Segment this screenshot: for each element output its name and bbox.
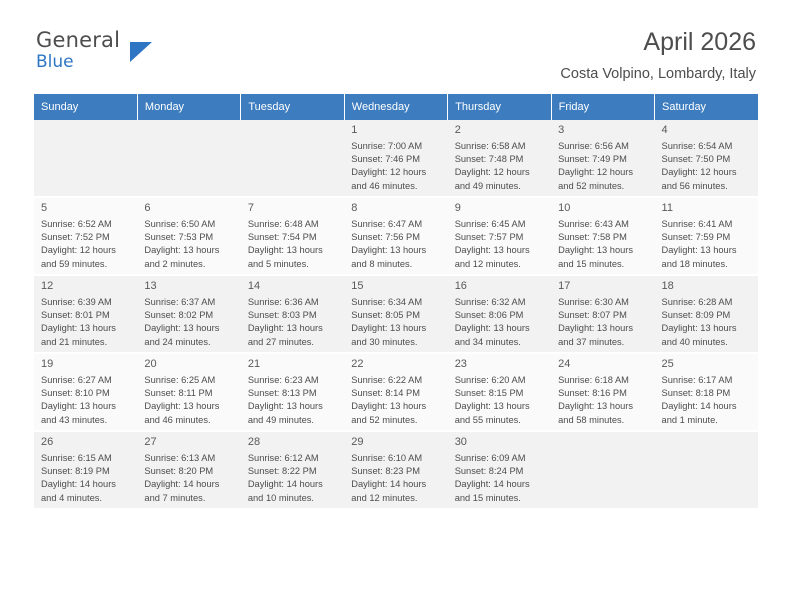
calendar-day-cell [34, 431, 137, 509]
day-cell-content [241, 432, 344, 505]
day-cell-content [655, 276, 758, 349]
day-sunrise-text: Sunrise: 6:12 AM [247, 453, 319, 463]
day-daylight-text: and 43 minutes. [41, 414, 108, 425]
day-sunset-text: Sunset: 8:16 PM [558, 388, 627, 399]
day-number: 30 [454, 436, 467, 448]
day-daylight-text: Daylight: 13 hours [247, 323, 323, 334]
calendar-day-cell [448, 431, 551, 509]
day-sun-info [455, 452, 544, 505]
calendar-day-cell [551, 197, 654, 275]
day-sun-info [662, 296, 751, 349]
day-sun-info [558, 218, 647, 271]
day-cell-content [34, 198, 137, 271]
calendar-day-cell [344, 353, 447, 431]
day-daylight-text: and 46 minutes. [144, 414, 211, 425]
sunrise-sunset-calendar [34, 94, 758, 510]
day-sun-info [558, 374, 647, 427]
calendar-cell-empty [655, 431, 758, 509]
calendar-cell-empty [241, 120, 344, 197]
day-sunset-text: Sunset: 8:01 PM [41, 310, 110, 321]
day-daylight-text: and 4 minutes. [41, 492, 102, 503]
day-sunrise-text: Sunrise: 6:32 AM [454, 297, 526, 307]
day-sunset-text: Sunset: 8:15 PM [454, 388, 524, 399]
day-number: 22 [351, 358, 364, 370]
day-sunset-text: Sunset: 7:49 PM [558, 154, 627, 165]
day-sunset-text: Sunset: 8:22 PM [247, 466, 317, 477]
day-sun-info [455, 140, 544, 193]
weekday-header-saturday: Saturday [655, 94, 758, 120]
day-sun-info [144, 296, 233, 349]
day-number: 6 [144, 202, 151, 214]
day-sunrise-text: Sunrise: 6:09 AM [454, 453, 526, 463]
day-daylight-text: and 18 minutes. [661, 258, 728, 269]
day-sunrise-text: Sunrise: 6:18 AM [558, 375, 629, 385]
day-daylight-text: Daylight: 13 hours [454, 401, 530, 412]
weekday-header-tuesday: Tuesday [241, 94, 344, 120]
day-sunrise-text: Sunrise: 6:47 AM [351, 219, 423, 229]
day-daylight-text: and 7 minutes. [144, 492, 206, 503]
calendar-day-cell [241, 431, 344, 509]
day-sun-info [144, 374, 233, 427]
day-sunrise-text: Sunrise: 6:52 AM [41, 219, 112, 229]
day-sunset-text: Sunset: 8:20 PM [144, 466, 214, 477]
day-sunrise-text: Sunrise: 6:27 AM [41, 375, 112, 385]
calendar-day-cell [241, 197, 344, 275]
calendar-cell-empty [34, 120, 137, 197]
day-sunset-text: Sunset: 8:13 PM [247, 388, 317, 399]
day-number: 4 [661, 124, 668, 136]
day-sunrise-text: Sunrise: 7:00 AM [351, 141, 423, 151]
day-sun-info [351, 296, 440, 349]
day-daylight-text: Daylight: 12 hours [41, 245, 116, 256]
general-blue-logo [36, 30, 120, 71]
calendar-cell-empty [551, 431, 654, 509]
calendar-day-cell [448, 197, 551, 275]
calendar-day-cell [34, 275, 137, 353]
day-daylight-text: and 21 minutes. [41, 336, 108, 347]
day-sun-info [144, 218, 233, 271]
calendar-day-cell [344, 431, 447, 509]
calendar-day-cell [551, 120, 654, 197]
calendar-day-cell [241, 353, 344, 431]
day-daylight-text: Daylight: 13 hours [41, 323, 116, 334]
day-cell-content [137, 198, 240, 271]
day-cell-content [655, 120, 758, 193]
day-daylight-text: Daylight: 13 hours [661, 323, 737, 334]
day-sunset-text: Sunset: 7:59 PM [661, 232, 731, 243]
calendar-cell-empty [137, 120, 240, 197]
day-number: 13 [144, 280, 157, 292]
day-cell-content [137, 276, 240, 349]
calendar-week-row [34, 275, 758, 353]
day-sunset-text: Sunset: 7:58 PM [558, 232, 627, 243]
calendar-day-cell [241, 275, 344, 353]
day-number: 18 [661, 280, 674, 292]
day-cell-content [655, 354, 758, 427]
day-sun-info [455, 296, 544, 349]
calendar-day-cell [448, 120, 551, 197]
day-sun-info [41, 452, 130, 505]
day-sunset-text: Sunset: 8:23 PM [351, 466, 420, 477]
day-sunset-text: Sunset: 7:54 PM [247, 232, 317, 243]
day-daylight-text: Daylight: 14 hours [247, 479, 323, 490]
day-sun-info [455, 218, 544, 271]
page-header [34, 0, 758, 82]
day-sun-info [144, 452, 233, 505]
day-daylight-text: Daylight: 14 hours [454, 479, 530, 490]
day-sunrise-text: Sunrise: 6:20 AM [454, 375, 526, 385]
day-sunset-text: Sunset: 8:02 PM [144, 310, 214, 321]
day-sunrise-text: Sunrise: 6:23 AM [247, 375, 319, 385]
day-daylight-text: and 24 minutes. [144, 336, 211, 347]
day-sunrise-text: Sunrise: 6:50 AM [144, 219, 216, 229]
day-daylight-text: Daylight: 13 hours [454, 245, 530, 256]
weekday-header-monday: Monday [137, 94, 240, 120]
day-daylight-text: and 8 minutes. [351, 258, 413, 269]
day-cell-content [344, 354, 447, 427]
calendar-day-cell [655, 197, 758, 275]
day-sunrise-text: Sunrise: 6:36 AM [247, 297, 319, 307]
day-cell-content [241, 354, 344, 427]
day-daylight-text: and 10 minutes. [247, 492, 314, 503]
day-cell-content [551, 120, 654, 193]
day-number: 26 [41, 436, 54, 448]
day-cell-content [344, 120, 447, 193]
calendar-day-cell [448, 275, 551, 353]
day-daylight-text: and 55 minutes. [454, 414, 521, 425]
day-sunset-text: Sunset: 8:11 PM [144, 388, 213, 399]
day-daylight-text: and 52 minutes. [351, 414, 418, 425]
day-cell-content [448, 120, 551, 193]
calendar-day-cell [344, 197, 447, 275]
calendar-week-row [34, 197, 758, 275]
day-sun-info [41, 296, 130, 349]
day-daylight-text: and 12 minutes. [454, 258, 521, 269]
day-number: 9 [454, 202, 461, 214]
day-cell-content [137, 432, 240, 505]
day-daylight-text: and 5 minutes. [247, 258, 309, 269]
day-number: 17 [558, 280, 571, 292]
day-sunrise-text: Sunrise: 6:30 AM [558, 297, 629, 307]
day-daylight-text: Daylight: 12 hours [661, 167, 737, 178]
day-sun-info [248, 218, 337, 271]
day-sunrise-text: Sunrise: 6:48 AM [247, 219, 319, 229]
day-daylight-text: Daylight: 13 hours [661, 245, 737, 256]
location-subtitle: Costa Volpino, Lombardy, Italy [560, 66, 756, 82]
day-daylight-text: Daylight: 13 hours [144, 401, 220, 412]
day-sun-info [351, 140, 440, 193]
day-number: 20 [144, 358, 157, 370]
day-daylight-text: Daylight: 13 hours [247, 401, 323, 412]
logo-text-general: General [36, 28, 121, 52]
day-sun-info [558, 296, 647, 349]
day-sunrise-text: Sunrise: 6:15 AM [41, 453, 112, 463]
day-daylight-text: and 40 minutes. [661, 336, 728, 347]
day-cell-content [448, 276, 551, 349]
day-sunrise-text: Sunrise: 6:43 AM [558, 219, 629, 229]
day-number: 29 [351, 436, 364, 448]
day-daylight-text: Daylight: 12 hours [558, 167, 634, 178]
day-daylight-text: and 37 minutes. [558, 336, 625, 347]
day-daylight-text: Daylight: 13 hours [351, 401, 427, 412]
day-sunset-text: Sunset: 7:52 PM [41, 232, 110, 243]
day-daylight-text: and 59 minutes. [41, 258, 108, 269]
day-sunrise-text: Sunrise: 6:17 AM [661, 375, 733, 385]
day-daylight-text: and 49 minutes. [454, 180, 521, 191]
day-sun-info [351, 374, 440, 427]
day-number: 2 [454, 124, 461, 136]
day-sun-info [248, 452, 337, 505]
day-daylight-text: Daylight: 12 hours [351, 167, 427, 178]
day-daylight-text: Daylight: 13 hours [558, 323, 634, 334]
day-sunrise-text: Sunrise: 6:37 AM [144, 297, 216, 307]
page-title: April 2026 [643, 28, 756, 56]
day-sunrise-text: Sunrise: 6:39 AM [41, 297, 112, 307]
day-daylight-text: Daylight: 12 hours [454, 167, 530, 178]
day-sunset-text: Sunset: 8:19 PM [41, 466, 110, 477]
weekday-header-thursday: Thursday [448, 94, 551, 120]
day-sunrise-text: Sunrise: 6:25 AM [144, 375, 216, 385]
day-sunset-text: Sunset: 8:03 PM [247, 310, 317, 321]
day-number: 15 [351, 280, 364, 292]
day-number: 25 [661, 358, 674, 370]
day-daylight-text: Daylight: 13 hours [558, 401, 634, 412]
day-daylight-text: and 27 minutes. [247, 336, 314, 347]
day-cell-content [448, 354, 551, 427]
day-sunset-text: Sunset: 8:05 PM [351, 310, 420, 321]
day-number: 21 [247, 358, 261, 370]
day-sunset-text: Sunset: 8:09 PM [661, 310, 731, 321]
day-daylight-text: Daylight: 13 hours [144, 323, 220, 334]
day-number: 8 [351, 202, 358, 214]
day-cell-content [34, 354, 137, 427]
calendar-day-cell [551, 275, 654, 353]
weekday-header-wednesday: Wednesday [344, 94, 447, 120]
day-daylight-text: Daylight: 13 hours [144, 245, 220, 256]
day-sunrise-text: Sunrise: 6:54 AM [661, 141, 733, 151]
calendar-day-cell [655, 353, 758, 431]
day-sun-info [662, 374, 751, 427]
calendar-day-cell [137, 431, 240, 509]
day-sunset-text: Sunset: 7:46 PM [351, 154, 420, 165]
day-cell-content [551, 198, 654, 271]
day-daylight-text: Daylight: 14 hours [41, 479, 116, 490]
day-daylight-text: Daylight: 13 hours [351, 245, 427, 256]
weekday-header-sunday: Sunday [34, 94, 137, 120]
day-sun-info [248, 374, 337, 427]
day-daylight-text: Daylight: 14 hours [144, 479, 220, 490]
day-number: 23 [454, 358, 467, 370]
day-daylight-text: Daylight: 14 hours [661, 401, 737, 412]
day-daylight-text: and 34 minutes. [454, 336, 521, 347]
day-cell-content [344, 432, 447, 505]
calendar-day-cell [448, 353, 551, 431]
day-number: 14 [247, 280, 261, 292]
day-sunset-text: Sunset: 7:57 PM [454, 232, 524, 243]
day-sunrise-text: Sunrise: 6:58 AM [454, 141, 526, 151]
day-sunset-text: Sunset: 8:14 PM [351, 388, 420, 399]
day-daylight-text: and 49 minutes. [247, 414, 314, 425]
day-number: 28 [247, 436, 261, 448]
day-sun-info [662, 140, 751, 193]
day-cell-content [34, 276, 137, 349]
day-daylight-text: Daylight: 13 hours [558, 245, 634, 256]
day-sunset-text: Sunset: 8:06 PM [454, 310, 524, 321]
calendar-week-row [34, 120, 758, 197]
calendar-day-cell [655, 120, 758, 197]
day-cell-content [241, 198, 344, 271]
day-sun-info [662, 218, 751, 271]
day-daylight-text: and 52 minutes. [558, 180, 625, 191]
day-daylight-text: and 46 minutes. [351, 180, 418, 191]
day-sun-info [351, 218, 440, 271]
day-number: 16 [454, 280, 467, 292]
day-sunset-text: Sunset: 8:18 PM [661, 388, 731, 399]
day-daylight-text: Daylight: 13 hours [351, 323, 427, 334]
day-number: 24 [558, 358, 571, 370]
day-cell-content [551, 354, 654, 427]
day-sunrise-text: Sunrise: 6:56 AM [558, 141, 629, 151]
day-daylight-text: and 15 minutes. [558, 258, 625, 269]
day-number: 19 [41, 358, 54, 370]
day-cell-content [344, 276, 447, 349]
day-sunset-text: Sunset: 8:10 PM [41, 388, 110, 399]
calendar-day-cell [137, 275, 240, 353]
calendar-day-cell [655, 275, 758, 353]
day-daylight-text: Daylight: 13 hours [247, 245, 323, 256]
calendar-day-cell [344, 275, 447, 353]
day-sunset-text: Sunset: 8:24 PM [454, 466, 524, 477]
calendar-week-row [34, 431, 758, 509]
day-cell-content [448, 198, 551, 271]
day-cell-content [448, 432, 551, 505]
day-number: 5 [41, 202, 48, 214]
day-sunrise-text: Sunrise: 6:10 AM [351, 453, 423, 463]
day-sunset-text: Sunset: 7:56 PM [351, 232, 420, 243]
day-cell-content [241, 276, 344, 349]
day-daylight-text: Daylight: 14 hours [351, 479, 427, 490]
day-cell-content [344, 198, 447, 271]
calendar-week-row [34, 353, 758, 431]
flag-icon [130, 42, 152, 62]
day-number: 1 [351, 124, 358, 136]
day-sun-info [41, 218, 130, 271]
day-daylight-text: and 58 minutes. [558, 414, 625, 425]
day-sunrise-text: Sunrise: 6:13 AM [144, 453, 216, 463]
calendar-day-cell [137, 353, 240, 431]
day-sunset-text: Sunset: 7:48 PM [454, 154, 524, 165]
day-cell-content [137, 354, 240, 427]
day-number: 27 [144, 436, 157, 448]
day-number: 7 [247, 202, 254, 214]
weekday-header-row [34, 94, 758, 120]
day-sunset-text: Sunset: 8:07 PM [558, 310, 627, 321]
weekday-header-friday: Friday [551, 94, 654, 120]
calendar-day-cell [344, 120, 447, 197]
day-sun-info [558, 140, 647, 193]
day-daylight-text: and 30 minutes. [351, 336, 418, 347]
day-daylight-text: and 56 minutes. [661, 180, 728, 191]
day-cell-content [34, 432, 137, 505]
calendar-day-cell [551, 353, 654, 431]
day-sun-info [455, 374, 544, 427]
day-cell-content [551, 276, 654, 349]
day-cell-content [655, 198, 758, 271]
day-daylight-text: Daylight: 13 hours [41, 401, 116, 412]
calendar-day-cell [137, 197, 240, 275]
day-sunrise-text: Sunrise: 6:34 AM [351, 297, 423, 307]
day-daylight-text: and 1 minute. [661, 414, 718, 425]
day-sun-info [351, 452, 440, 505]
calendar-body [34, 120, 758, 509]
day-sunset-text: Sunset: 7:50 PM [661, 154, 731, 165]
day-sun-info [248, 296, 337, 349]
day-sunrise-text: Sunrise: 6:45 AM [454, 219, 526, 229]
day-daylight-text: and 12 minutes. [351, 492, 418, 503]
day-daylight-text: Daylight: 13 hours [454, 323, 530, 334]
day-sunrise-text: Sunrise: 6:41 AM [661, 219, 733, 229]
calendar-day-cell [34, 353, 137, 431]
day-daylight-text: and 2 minutes. [144, 258, 206, 269]
day-number: 12 [41, 280, 54, 292]
calendar-day-cell [34, 197, 137, 275]
day-number: 3 [558, 124, 565, 136]
logo-text-blue: Blue [36, 52, 74, 72]
day-sunset-text: Sunset: 7:53 PM [144, 232, 214, 243]
day-number: 11 [661, 202, 673, 214]
day-number: 10 [558, 202, 571, 214]
day-sunrise-text: Sunrise: 6:22 AM [351, 375, 423, 385]
day-daylight-text: and 15 minutes. [454, 492, 521, 503]
day-sun-info [41, 374, 130, 427]
day-sunrise-text: Sunrise: 6:28 AM [661, 297, 733, 307]
